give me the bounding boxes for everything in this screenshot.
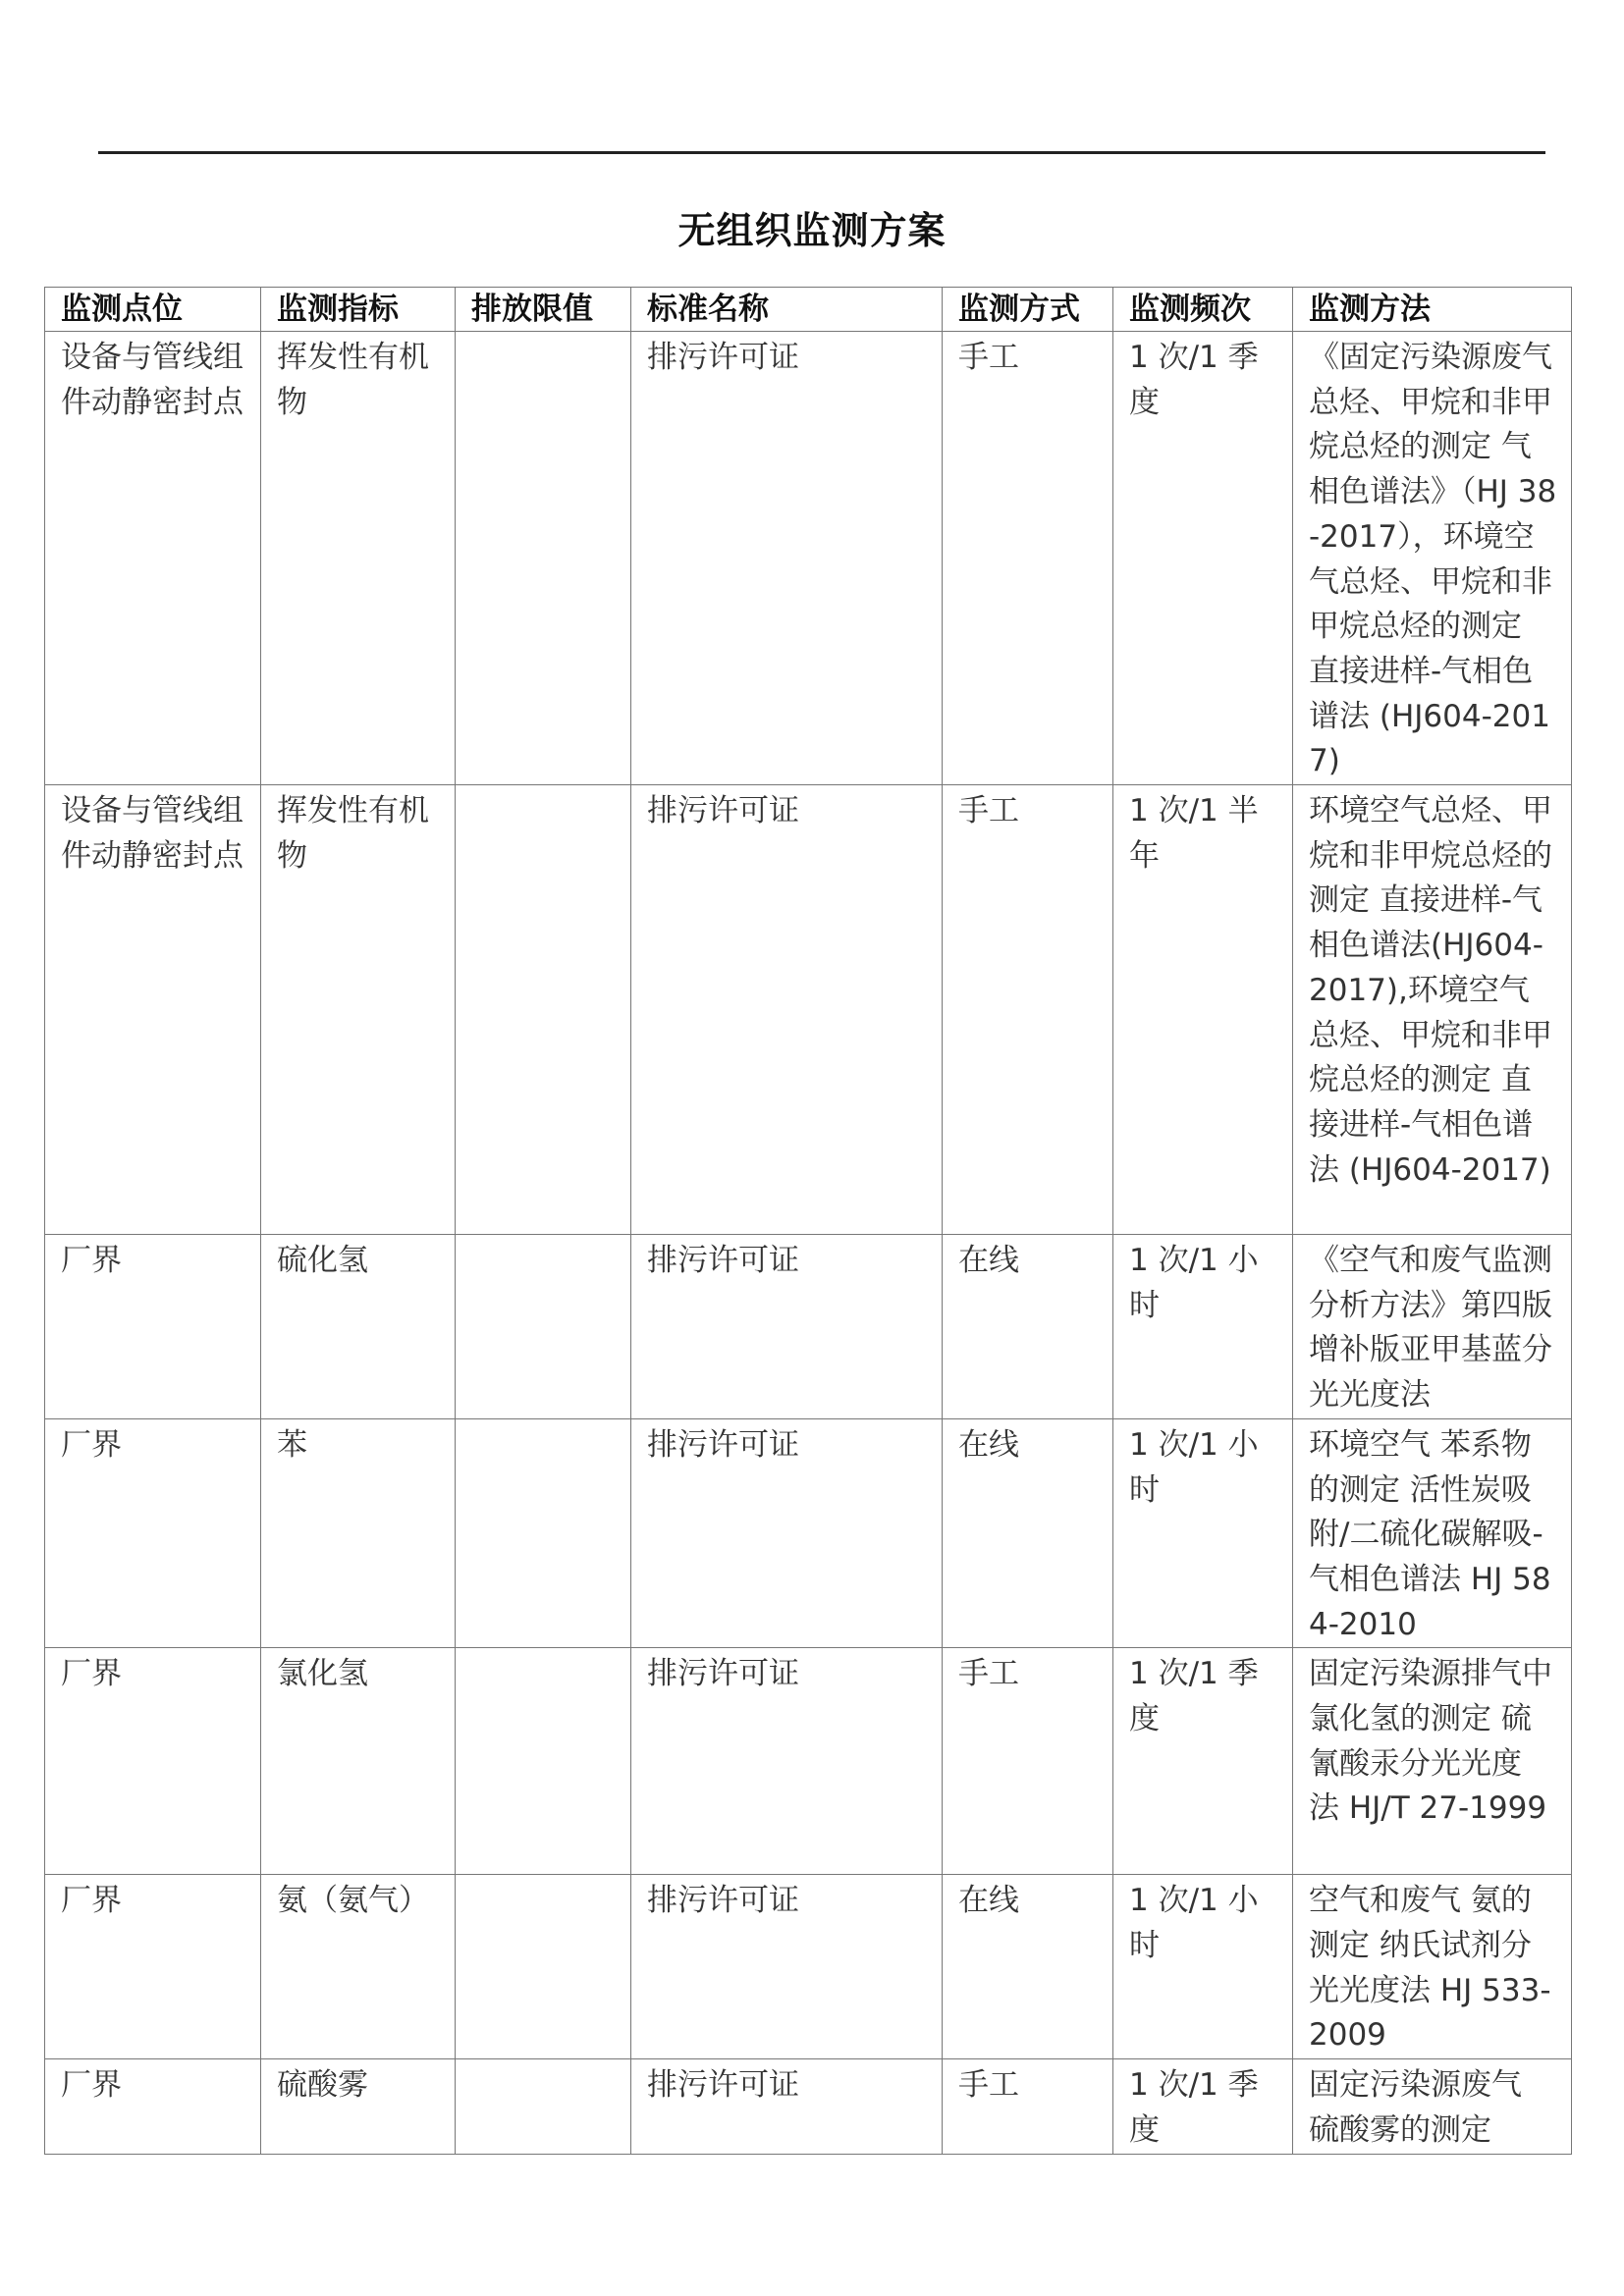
table-row: [45, 1648, 1572, 1875]
table-row: [45, 785, 1572, 1235]
column-header-frequency: 监测频次: [1113, 288, 1293, 332]
cell-indicator: 苯: [261, 1418, 456, 1648]
cell-frequency: 1 次/1 小时: [1113, 1875, 1293, 2059]
cell-frequency: 1 次/1 半年: [1113, 785, 1293, 1235]
cell-method: 固定污染源排气中氯化氢的测定 硫氰酸汞分光光度 法 HJ/T 27-1999: [1293, 1648, 1572, 1875]
cell-point: 设备与管线组件动静密封点: [45, 332, 261, 785]
cell-point: 厂界: [45, 1875, 261, 2059]
cell-point: 厂界: [45, 1418, 261, 1648]
cell-indicator: 硫化氢: [261, 1235, 456, 1419]
cell-standard: 排污许可证: [631, 1875, 943, 2059]
table-row: [45, 1418, 1572, 1648]
page-title: 无组织监测方案: [677, 209, 947, 252]
cell-mode: 手工: [943, 1648, 1113, 1875]
cell-standard: 排污许可证: [631, 332, 943, 785]
table-row: [45, 2059, 1572, 2154]
table-header-row: [45, 288, 1572, 332]
cell-indicator: 氯化氢: [261, 1648, 456, 1875]
table-row: [45, 1875, 1572, 2059]
cell-method: 空气和废气 氨的测定 纳氏试剂分光光度法 HJ 533-2009: [1293, 1875, 1572, 2059]
cell-mode: 手工: [943, 785, 1113, 1235]
cell-frequency: 1 次/1 小时: [1113, 1235, 1293, 1419]
cell-mode: 在线: [943, 1418, 1113, 1648]
column-header-indicator: 监测指标: [261, 288, 456, 332]
cell-point: 厂界: [45, 1235, 261, 1419]
cell-indicator: 挥发性有机物: [261, 332, 456, 785]
cell-mode: 手工: [943, 2059, 1113, 2154]
cell-frequency: 1 次/1 季度: [1113, 332, 1293, 785]
cell-standard: 排污许可证: [631, 785, 943, 1235]
cell-standard: 排污许可证: [631, 1235, 943, 1419]
cell-indicator: 硫酸雾: [261, 2059, 456, 2154]
column-header-limit: 排放限值: [456, 288, 631, 332]
table-row: [45, 332, 1572, 785]
cell-standard: 排污许可证: [631, 1418, 943, 1648]
cell-frequency: 1 次/1 小时: [1113, 1418, 1293, 1648]
cell-mode: 在线: [943, 1235, 1113, 1419]
cell-mode: 在线: [943, 1875, 1113, 2059]
cell-point: 厂界: [45, 1648, 261, 1875]
table-row: [45, 1235, 1572, 1419]
cell-method: 固定污染源废气 硫酸雾的测定: [1293, 2059, 1572, 2154]
cell-limit: [456, 1418, 631, 1648]
cell-point: 设备与管线组件动静密封点: [45, 785, 261, 1235]
cell-method: 《固定污染源废气 总烃、甲烷和非甲烷总烃的测定 气相色谱法》（HJ 38-2017），环境空气总烃、甲烷和非甲烷总烃的测定 直接进样-气相色谱法 (HJ604-2017): [1293, 332, 1572, 785]
monitoring-plan-table: [44, 287, 1572, 2155]
cell-method: 《空气和废气监测分析方法》第四版增补版亚甲基蓝分光光度法: [1293, 1235, 1572, 1419]
cell-mode: 手工: [943, 332, 1113, 785]
cell-limit: [456, 1875, 631, 2059]
cell-limit: [456, 2059, 631, 2154]
header-rule: [98, 151, 1545, 154]
column-header-standard: 标准名称: [631, 288, 943, 332]
column-header-point: 监测点位: [45, 288, 261, 332]
cell-indicator: 氨（氨气）: [261, 1875, 456, 2059]
cell-method: 环境空气总烃、甲烷和非甲烷总烃的测定 直接进样-气相色谱法(HJ604-2017),环境空气总烃、甲烷和非甲烷总烃的测定 直接进样-气相色谱法 (HJ604-2017): [1293, 785, 1572, 1235]
cell-limit: [456, 332, 631, 785]
cell-limit: [456, 1648, 631, 1875]
cell-point: 厂界: [45, 2059, 261, 2154]
cell-standard: 排污许可证: [631, 2059, 943, 2154]
column-header-method: 监测方法: [1293, 288, 1572, 332]
cell-indicator: 挥发性有机物: [261, 785, 456, 1235]
cell-limit: [456, 1235, 631, 1419]
cell-standard: 排污许可证: [631, 1648, 943, 1875]
column-header-mode: 监测方式: [943, 288, 1113, 332]
cell-method: 环境空气 苯系物的测定 活性炭吸附/二硫化碳解吸-气相色谱法 HJ 584-2010: [1293, 1418, 1572, 1648]
cell-frequency: 1 次/1 季度: [1113, 2059, 1293, 2154]
cell-limit: [456, 785, 631, 1235]
cell-frequency: 1 次/1 季度: [1113, 1648, 1293, 1875]
